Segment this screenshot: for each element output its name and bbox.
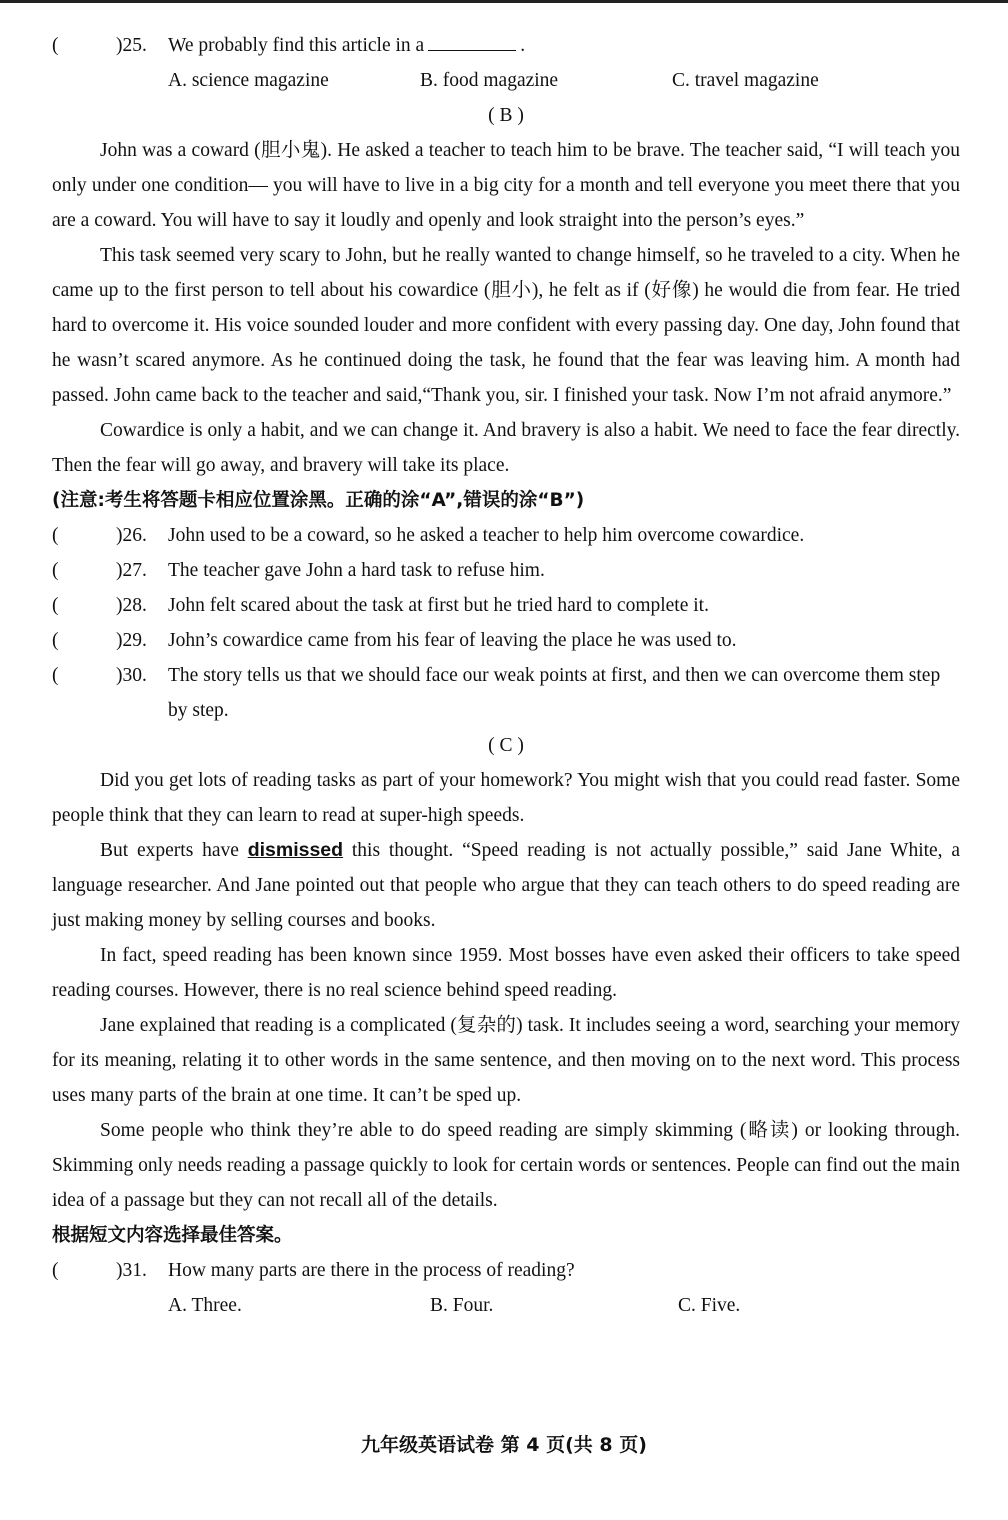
section-b-heading: ( B ) (488, 105, 524, 126)
answer-paren: ( (52, 35, 59, 56)
question-text: John’s cowardice came from his fear of leaving the place he was used to. (168, 630, 737, 651)
question-25-options (52, 63, 960, 98)
option-a: A. Three. (168, 1295, 242, 1316)
section-c-heading: ( C ) (488, 735, 524, 756)
question-number: )30. (116, 665, 147, 686)
question-25 (52, 28, 960, 63)
section-b-paragraph-3: Cowardice is only a habit, and we can change it. And bravery is also a habit. We need to face the fear directly. Then the fear will go away, and bravery will take its place. (52, 420, 960, 476)
answer-paren: ( (52, 665, 59, 686)
question-text: John felt scared about the task at first but he tried hard to complete it. (168, 595, 709, 616)
question-number: )26. (116, 525, 147, 546)
question-number: )25. (116, 35, 147, 56)
section-b-paragraph-2: This task seemed very scary to John, but he really wanted to change himself, so he traveled to a city. When he came up to the first person to tell about his cowardice (胆小), he felt as if (好像) he would die from fear. He tried hard to overcome it. His voice sounded louder and more confident with every passing day. One day, John found that he wasn’t scared anymore. As he continued doing the task, he found that the fear was leaving him. A month had passed. John came back to the teacher and said,“Thank you, sir. I finished your task. Now I’m not afraid anymore.” (52, 245, 960, 406)
question-26 (52, 518, 960, 553)
question-31-options (52, 1288, 960, 1323)
page-footer: 九年级英语试卷 第 4 页(共 8 页) (361, 1434, 647, 1456)
question-text: How many parts are there in the process of reading? (168, 1260, 575, 1281)
question-text: John used to be a coward, so he asked a teacher to help him overcome cowardice. (168, 525, 805, 546)
option-a: A. science magazine (168, 70, 329, 91)
answer-paren: ( (52, 525, 59, 546)
top-border (0, 0, 1008, 3)
question-number: )29. (116, 630, 147, 651)
answer-instruction-note: (注意:考生将答题卡相应位置涂黑。正确的涂“A”,错误的涂“B”) (52, 490, 585, 511)
section-c-paragraph-4: Jane explained that reading is a complicated (复杂的) task. It includes seeing a word, searching your memory for its meaning, relating it to other words in the same sentence, and then moving on to the next word. This process uses many parts of the brain at one time. It can’t be sped up. (52, 1015, 960, 1106)
answer-paren: ( (52, 560, 59, 581)
question-number: )28. (116, 595, 147, 616)
section-c-paragraph-2: But experts have dismissed this thought. “Speed reading is not actually possible,” said Jane White, a language researcher. And Jane pointed out that people who argue that they can teach others to do speed reading are just making money by selling courses and books. (52, 839, 961, 931)
question-30 (52, 658, 960, 728)
exam-page (52, 28, 960, 1323)
option-b: B. food magazine (420, 70, 559, 91)
question-27 (52, 553, 960, 588)
question-28 (52, 588, 960, 623)
question-31 (52, 1253, 960, 1288)
section-c-paragraph-3: In fact, speed reading has been known since 1959. Most bosses have even asked their officers to take speed reading courses. However, there is no real science behind speed reading. (52, 945, 960, 1001)
option-b: B. Four. (430, 1295, 494, 1316)
option-c: C. travel magazine (672, 70, 819, 91)
question-stem: We probably find this article in a . (168, 28, 525, 63)
answer-paren: ( (52, 1260, 59, 1281)
choice-instruction: 根据短文内容选择最佳答案。 (52, 1225, 293, 1246)
answer-blank (428, 28, 516, 51)
section-c-paragraph-1: Did you get lots of reading tasks as part of your homework? You might wish that you could read faster. Some people think that they can learn to read at super-high speeds. (52, 770, 960, 826)
question-number: )27. (116, 560, 147, 581)
question-text: The story tells us that we should face our weak points at first, and then we can overcome them step by step. (168, 665, 941, 721)
section-c-paragraph-5: Some people who think they’re able to do speed reading are simply skimming (略读) or looking through. Skimming only needs reading a passage quickly to look for certain words or sentences. People can find out the main idea of a passage but they can not recall all of the details. (52, 1120, 960, 1211)
underlined-keyword: dismissed (247, 839, 344, 861)
question-text: The teacher gave John a hard task to refuse him. (168, 560, 545, 581)
answer-paren: ( (52, 630, 59, 651)
section-b-paragraph-1: John was a coward (胆小鬼). He asked a teacher to teach him to be brave. The teacher said, “I will teach you only under one condition— you will have to live in a big city for a month and tell everyone you meet there that you are a coward. You will have to say it loudly and openly and look straight into the person’s eyes.” (52, 140, 960, 231)
question-number: )31. (116, 1260, 147, 1281)
option-c: C. Five. (678, 1295, 741, 1316)
answer-paren: ( (52, 595, 59, 616)
question-29 (52, 623, 960, 658)
